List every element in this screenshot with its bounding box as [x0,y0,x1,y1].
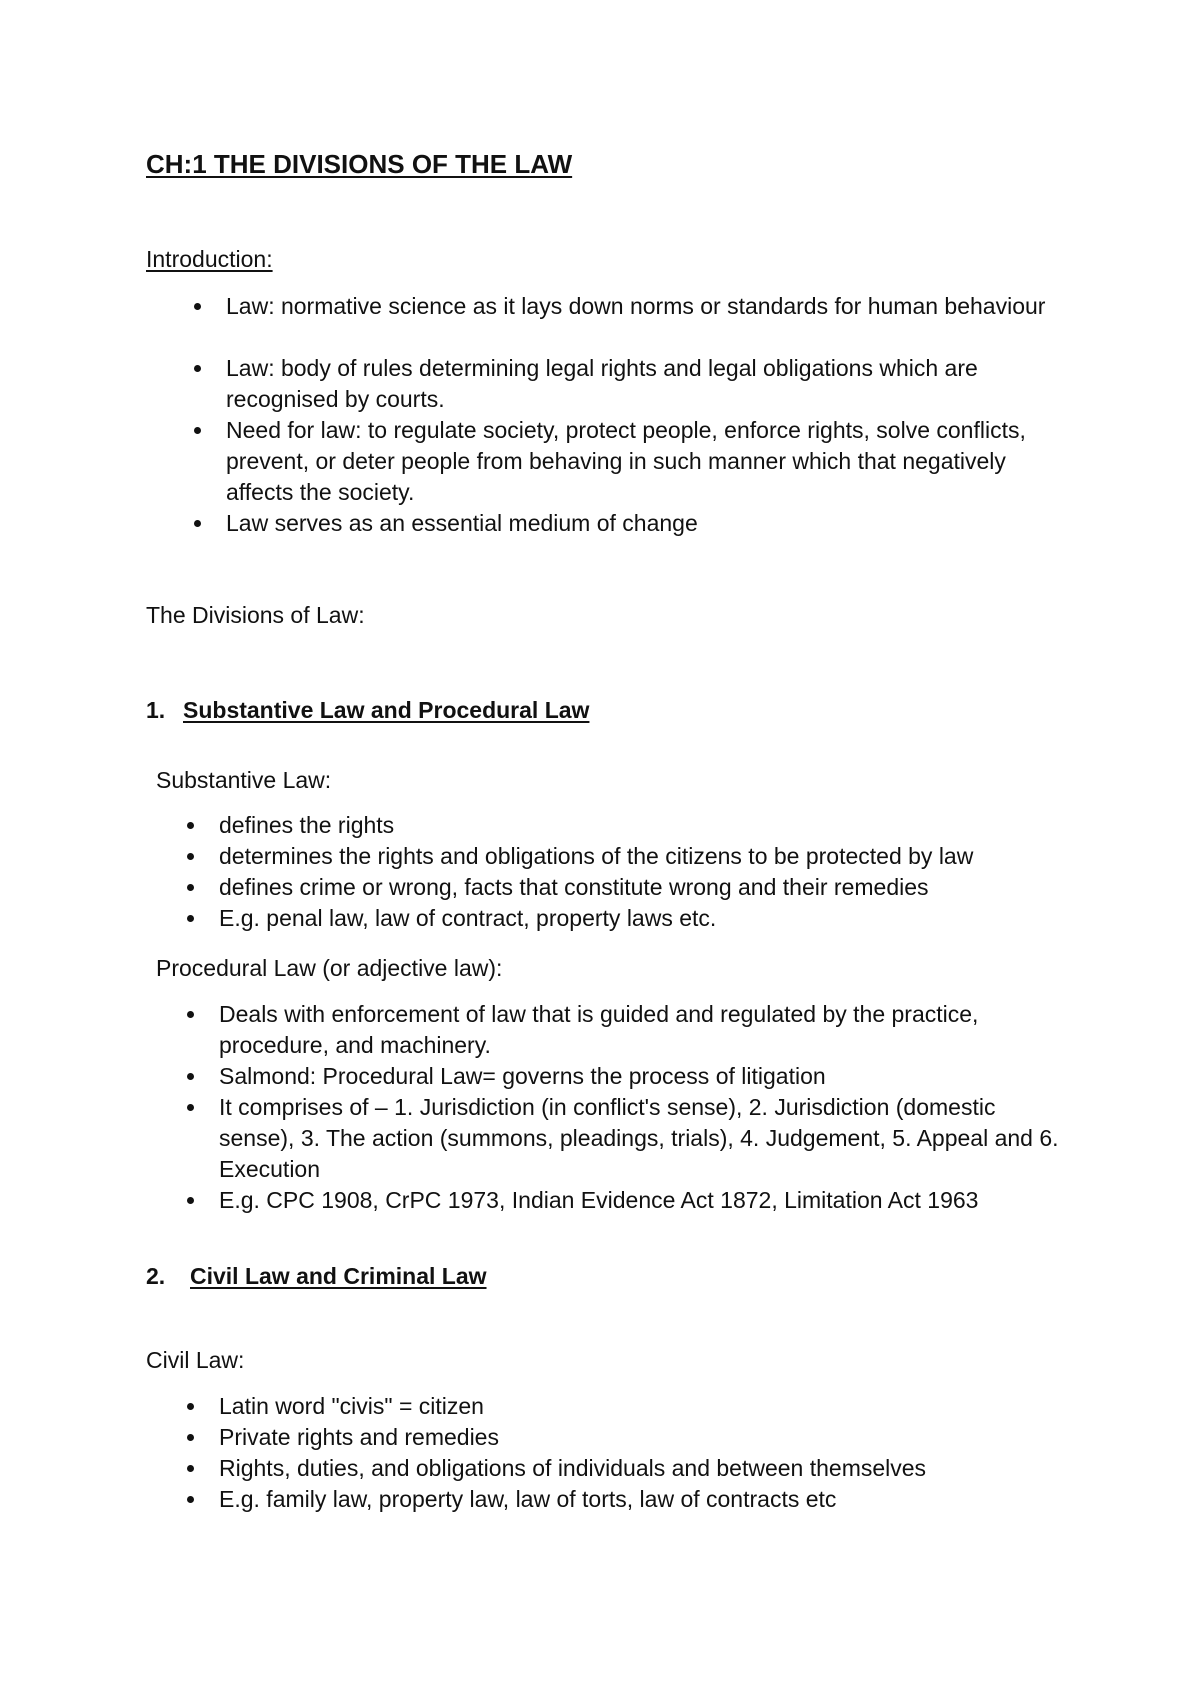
list-item: Need for law: to regulate society, protect people, enforce rights, solve conflicts, prevent, or deter people from behaving in such manner which that negatively affects the society. [226,415,1056,508]
section-2-heading [146,1261,487,1292]
substantive-law-list [219,810,1059,934]
section-number: 1. [146,697,166,723]
bullet-icon [194,365,201,372]
introduction-heading: Introduction: [146,246,273,272]
bullet-icon [187,1403,194,1410]
civil-law-heading: Civil Law: [146,1347,245,1373]
list-item: E.g. family law, property law, law of torts, law of contracts etc [219,1484,1067,1515]
list-item: Law serves as an essential medium of change [226,508,1056,539]
list-item: determines the rights and obligations of the citizens to be protected by law [219,841,1059,872]
list-item: Private rights and remedies [219,1422,1067,1453]
list-item: Rights, duties, and obligations of individuals and between themselves [219,1453,1067,1484]
bullet-icon [194,520,201,527]
bullet-icon [187,822,194,829]
list-item: Latin word "civis" = citizen [219,1391,1067,1422]
introduction-list [226,291,1056,539]
list-item: E.g. penal law, law of contract, property laws etc. [219,903,1059,934]
list-item: Salmond: Procedural Law= governs the process of litigation [219,1061,1067,1092]
bullet-icon [187,853,194,860]
bullet-icon [194,427,201,434]
bullet-icon [187,1011,194,1018]
section-title: Civil Law and Criminal Law [190,1263,487,1289]
procedural-law-heading: Procedural Law (or adjective law): [156,955,503,981]
list-item: E.g. CPC 1908, CrPC 1973, Indian Evidence Act 1872, Limitation Act 1963 [219,1185,1067,1216]
list-item: It comprises of – 1. Jurisdiction (in conflict's sense), 2. Jurisdiction (domestic sense), 3. The action (summons, pleadings, trials), 4. Judgement, 5. Appeal and 6. Execution [219,1092,1067,1185]
list-item: Deals with enforcement of law that is guided and regulated by the practice, procedure, and machinery. [219,999,1067,1061]
bullet-icon [187,1434,194,1441]
bullet-icon [187,1465,194,1472]
substantive-law-heading: Substantive Law: [156,767,332,793]
bullet-icon [187,915,194,922]
bullet-icon [187,1104,194,1111]
page-title: CH:1 THE DIVISIONS OF THE LAW [146,149,573,179]
section-1-heading [146,695,589,726]
list-item: Law: body of rules determining legal rights and legal obligations which are recognised by courts. [226,353,1056,415]
bullet-icon [187,1197,194,1204]
procedural-law-list [219,999,1067,1216]
bullet-icon [187,1496,194,1503]
bullet-icon [194,303,201,310]
list-item: defines the rights [219,810,1059,841]
section-title: Substantive Law and Procedural Law [183,697,590,723]
civil-law-list [219,1391,1067,1515]
bullet-icon [187,1073,194,1080]
bullet-icon [187,884,194,891]
divisions-heading: The Divisions of Law: [146,602,365,628]
list-item: Law: normative science as it lays down norms or standards for human behaviour [226,291,1056,353]
section-number: 2. [146,1263,166,1289]
list-item: defines crime or wrong, facts that constitute wrong and their remedies [219,872,1059,903]
